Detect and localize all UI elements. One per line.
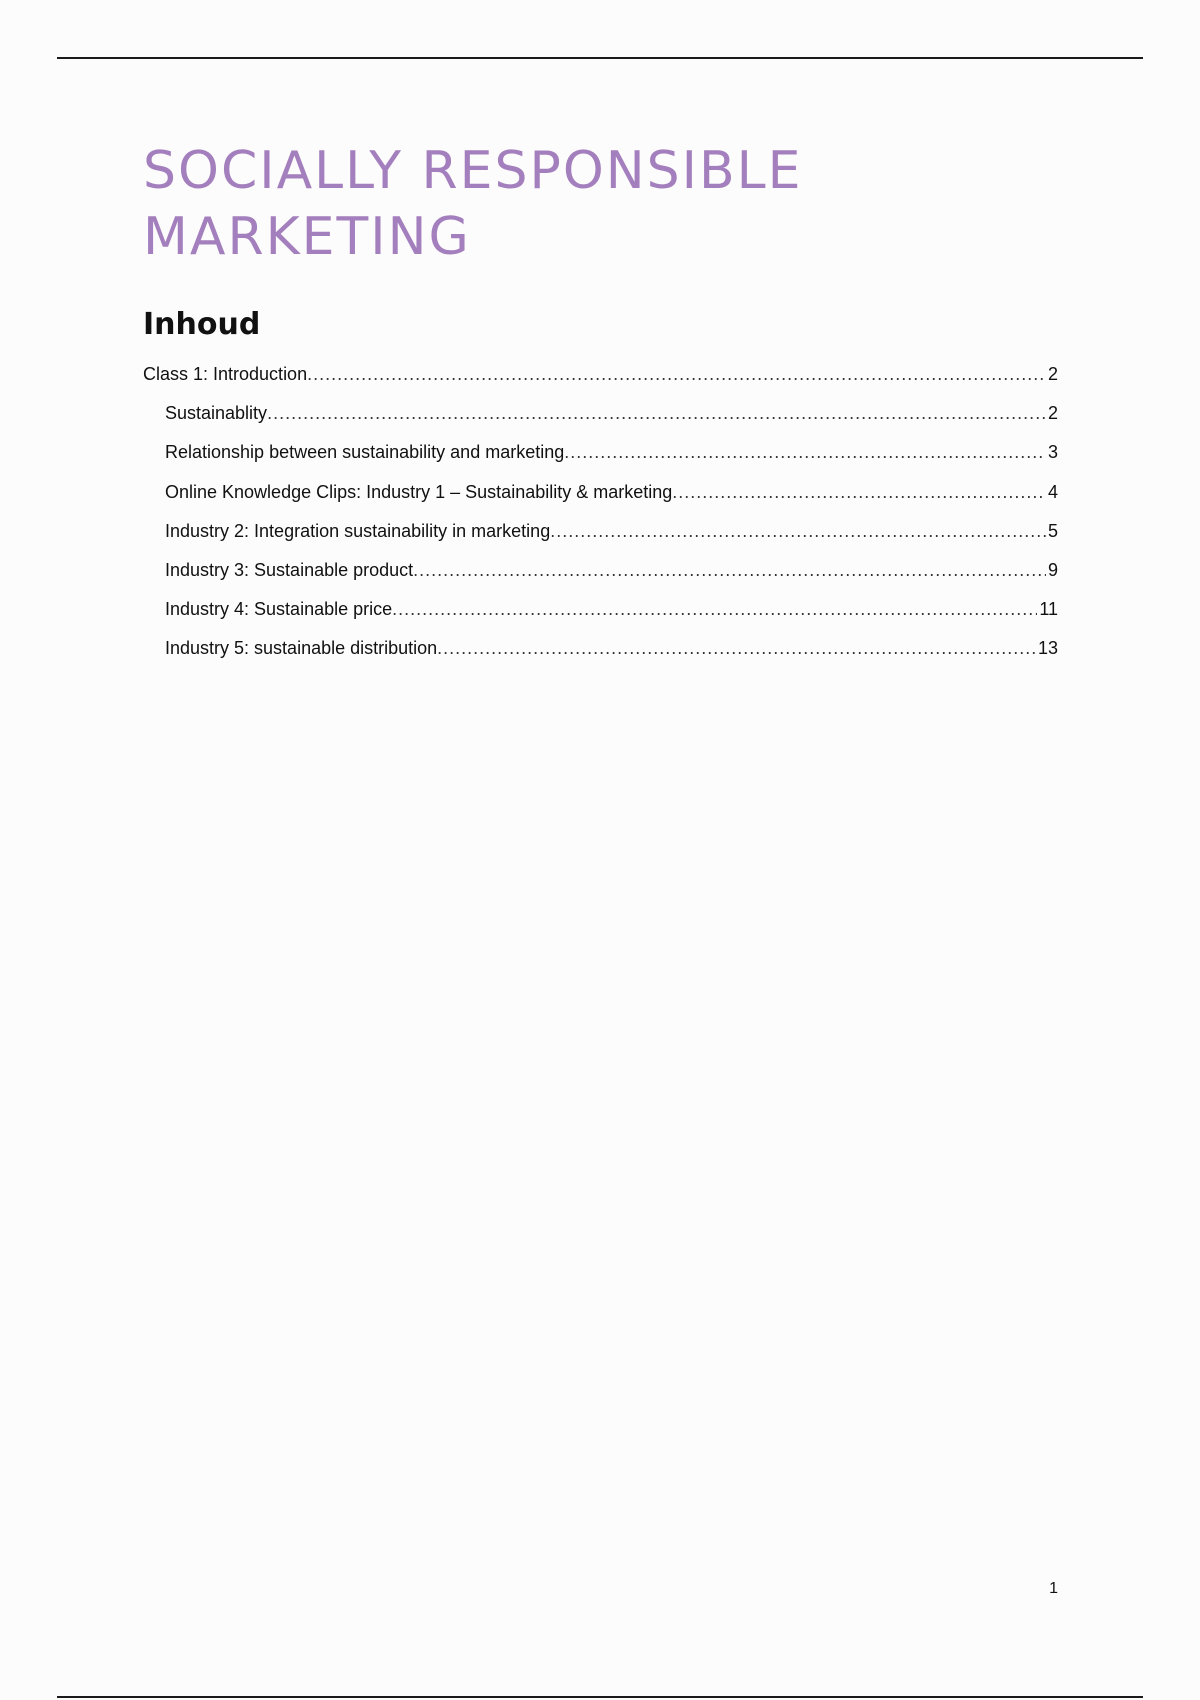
toc-entry-page: 3	[1047, 442, 1058, 463]
toc-entry-knowledge-clips[interactable]	[143, 482, 1058, 521]
toc-entry-sustainablity[interactable]	[143, 403, 1058, 442]
toc-entry-page: 2	[1047, 403, 1058, 424]
toc-entry-page: 9	[1047, 559, 1058, 580]
toc-entry-text: Class 1: Introduction	[143, 364, 308, 384]
toc-entry-page: 5	[1047, 520, 1058, 541]
page-number: 1	[1049, 1580, 1058, 1597]
toc-entry-text: Sustainablity	[165, 403, 268, 424]
toc-entry-industry-5[interactable]	[143, 638, 1058, 677]
toc-entry-industry-3[interactable]	[143, 560, 1058, 599]
footer-rule	[57, 1696, 1143, 1698]
toc-entry-industry-4[interactable]	[143, 599, 1058, 638]
toc-dot-leader	[672, 482, 1046, 503]
toc-entry-text: Industry 5: sustainable distribution	[165, 638, 438, 659]
header-rule	[57, 57, 1143, 59]
toc-entry-text: Online Knowledge Clips: Industry 1 – Sustainability & marketing	[165, 481, 673, 502]
toc-dot-leader	[413, 560, 1046, 581]
toc-entry-page: 11	[1039, 599, 1058, 620]
toc-entry-text: Industry 2: Integration sustainability in marketing	[165, 520, 551, 541]
toc-dot-leader	[307, 364, 1046, 385]
toc-entry-text: Industry 3: Sustainable product	[165, 559, 414, 580]
toc-entry-text: Relationship between sustainability and marketing	[165, 442, 565, 463]
toc-entry-page: 13	[1037, 638, 1058, 659]
toc-entry-text: Industry 4: Sustainable price	[165, 599, 393, 620]
toc-dot-leader	[267, 403, 1046, 424]
table-of-contents	[143, 364, 1058, 678]
document-title: SOCIALLY RESPONSIBLE MARKETING	[143, 141, 803, 267]
toc-entry-relationship[interactable]	[143, 442, 1058, 481]
toc-heading: Inhoud	[143, 307, 261, 342]
toc-entry-page: 4	[1047, 481, 1058, 502]
toc-dot-leader	[437, 638, 1036, 659]
toc-dot-leader	[564, 442, 1046, 463]
toc-entry-industry-2[interactable]	[143, 521, 1058, 560]
toc-entry-class-1-introduction[interactable]	[143, 364, 1058, 403]
toc-dot-leader	[392, 599, 1037, 620]
toc-entry-page: 2	[1047, 364, 1058, 384]
toc-dot-leader	[550, 521, 1046, 542]
